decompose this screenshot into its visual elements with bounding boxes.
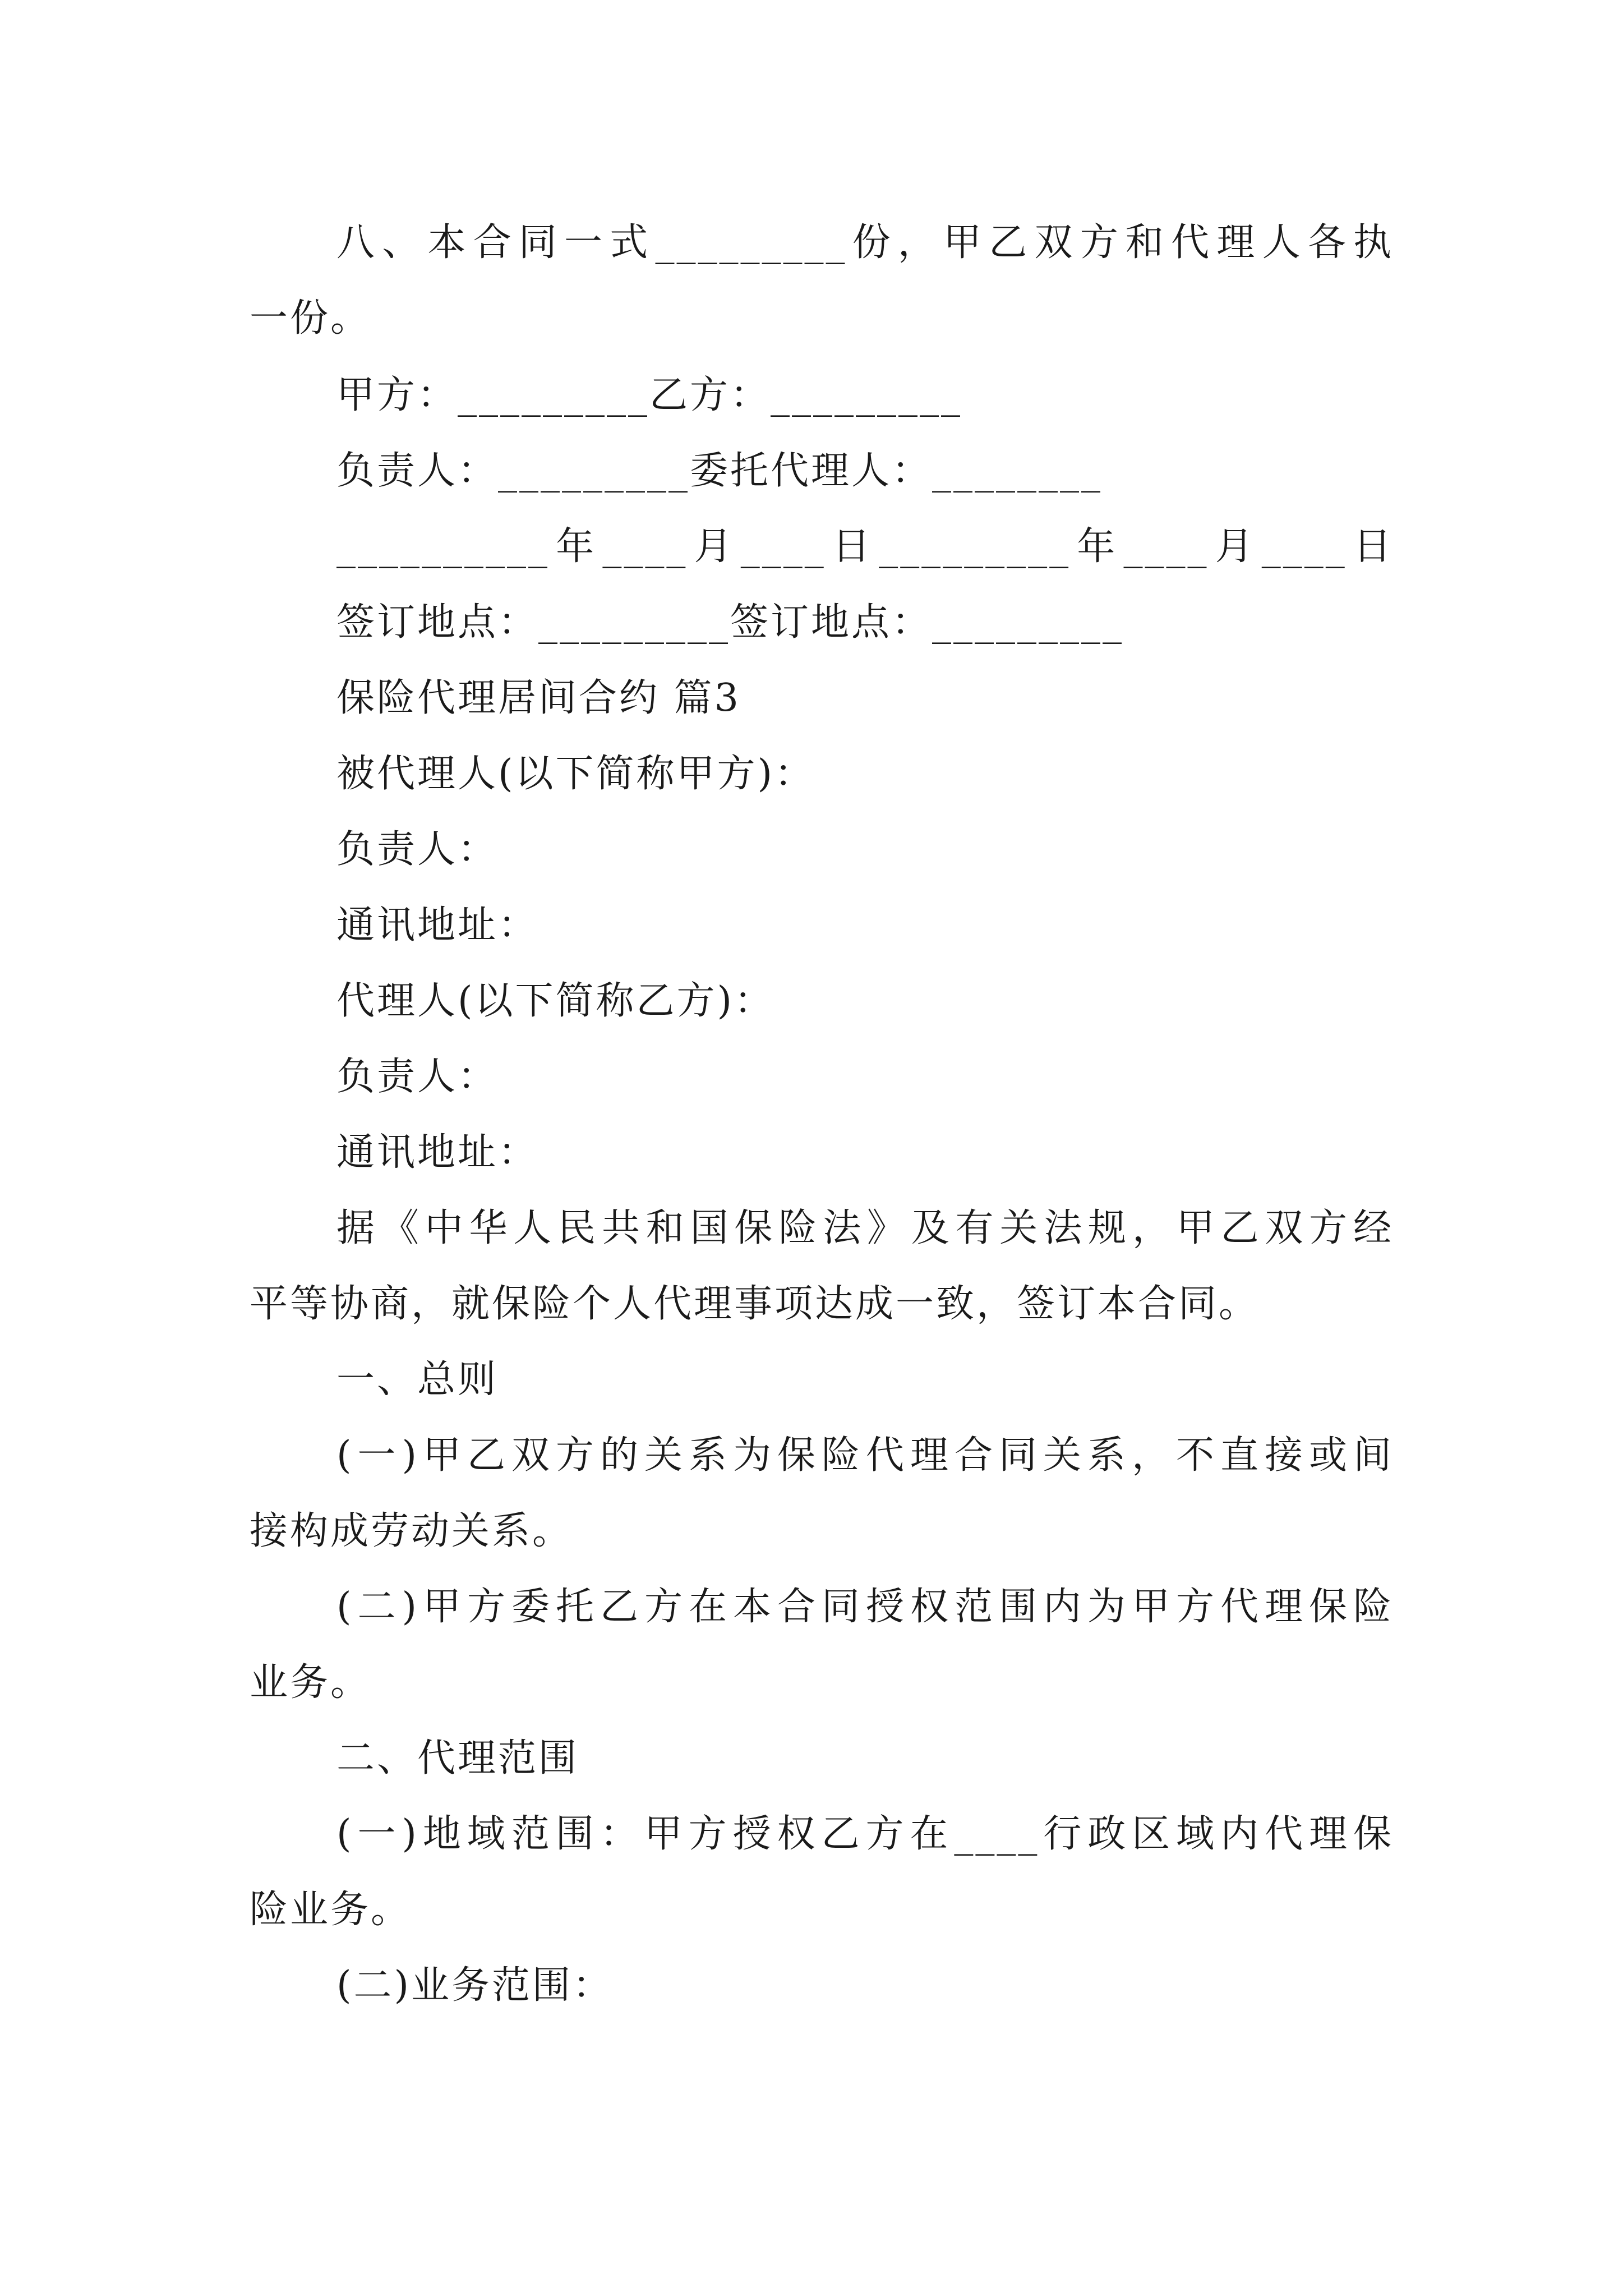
preamble-line-1: 据《中华人民共和国保险法》及有关法规，甲乙双方经 [336,1206,1394,1250]
date-line: __________年____月____日_________年____月____日 [336,524,1394,569]
signing-place-line: 签订地点：_________签订地点：_________ [336,600,1124,645]
principal-responsible-line: 负责人： [336,827,499,872]
scope-2-line: (二)业务范围： [336,1963,614,2008]
general-1-line-1: (一)甲乙双方的关系为保险代理合同关系，不直接或间 [336,1433,1394,1478]
general-2-line-2: 业务。 [250,1660,371,1705]
principal-line: 被代理人(以下简称甲方)： [336,752,815,796]
general-2-line-1: (二)甲方委托乙方在本合同授权范围内为甲方代理保险 [336,1585,1394,1629]
agent-line: 代理人(以下简称乙方)： [336,979,775,1023]
agent-address-line: 通讯地址： [336,1130,539,1175]
general-1-line-2: 接构成劳动关系。 [250,1509,573,1553]
responsible-agent-line: 负责人：_________委托代理人：________ [336,449,1103,493]
principal-address-line: 通讯地址： [336,903,539,947]
clause-8-line-2: 一份。 [250,296,371,341]
section-title: 保险代理居间合约 篇3 [336,676,741,720]
agent-responsible-line: 负责人： [336,1055,499,1099]
preamble-line-2: 平等协商，就保险个人代理事项达成一致，签订本合同。 [250,1282,1260,1326]
heading-general: 一、总则 [336,1358,499,1402]
heading-scope: 二、代理范围 [336,1736,579,1780]
party-a-b-line: 甲方：_________乙方：_________ [336,373,963,417]
scope-1-line-1: (一)地域范围：甲方授权乙方在____行政区域内代理保 [336,1812,1394,1856]
clause-8-line-1: 八、本合同一式_________份，甲乙双方和代理人各执 [336,220,1394,265]
scope-1-line-2: 险业务。 [250,1888,412,1932]
